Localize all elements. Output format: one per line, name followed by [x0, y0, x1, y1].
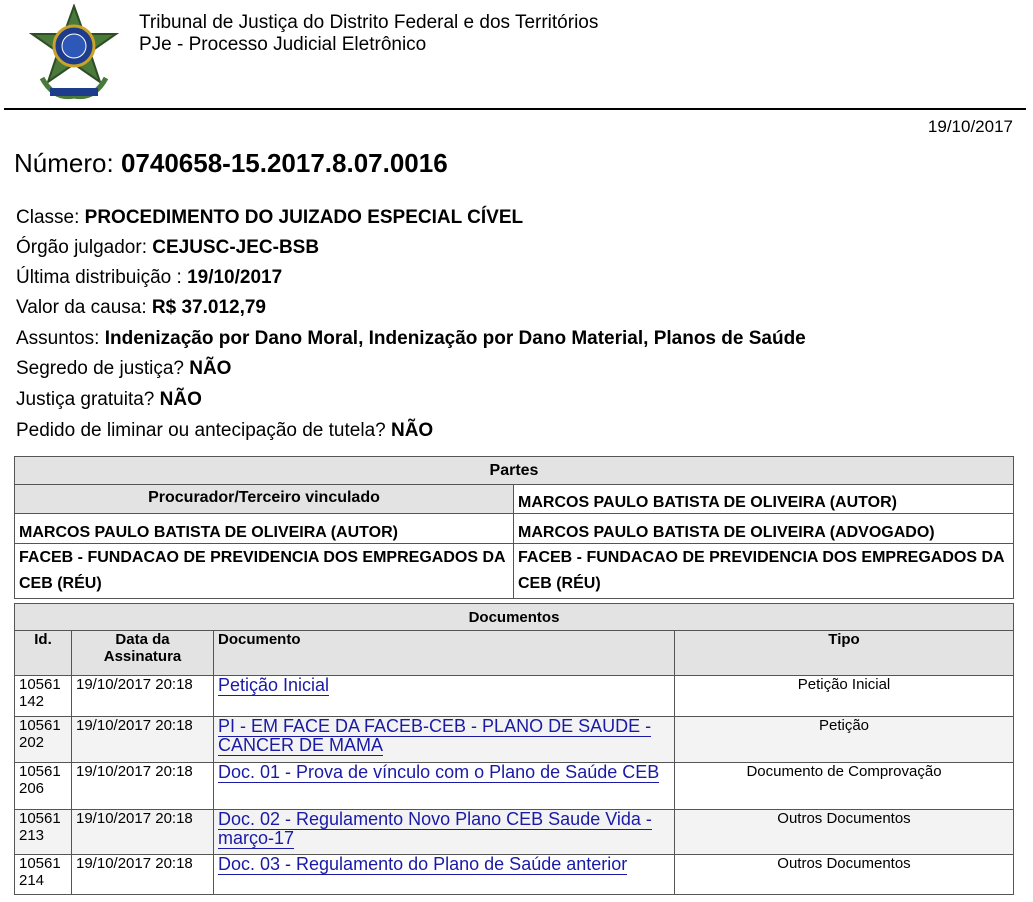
orgao-value: CEJUSC-JEC-BSB	[152, 237, 320, 258]
doc-id: 10561 214	[15, 855, 72, 895]
doc-data: 19/10/2017 20:18	[72, 855, 214, 895]
partes-col-header: Procurador/Terceiro vinculado	[15, 485, 514, 514]
doc-tipo: Documento de Comprovação	[675, 763, 1014, 810]
doc-id: 10561 213	[15, 810, 72, 855]
numero-label: Número:	[14, 148, 114, 178]
col-tipo: Tipo	[675, 631, 1014, 676]
process-number	[14, 148, 448, 179]
field-valor	[16, 297, 266, 319]
gratuita-label: Justiça gratuita?	[16, 389, 155, 410]
partes-row-right: FACEB - FUNDACAO DE PREVIDENCIA DOS EMPREGADOS DA CEB (RÉU)	[514, 544, 1014, 599]
classe-value: PROCEDIMENTO DO JUIZADO ESPECIAL CÍVEL	[84, 207, 524, 228]
partes-header-right: MARCOS PAULO BATISTA DE OLIVEIRA (AUTOR)	[514, 485, 1014, 514]
col-data: Data da Assinatura	[72, 631, 214, 676]
field-liminar	[16, 420, 433, 442]
field-orgao	[16, 237, 319, 259]
doc-tipo: Outros Documentos	[675, 810, 1014, 855]
segredo-value: NÃO	[189, 358, 232, 379]
doc-id: 10561 206	[15, 763, 72, 810]
valor-value: R$ 37.012,79	[151, 297, 266, 318]
col-documento: Documento	[214, 631, 675, 676]
field-classe	[16, 207, 523, 229]
document-link[interactable]: Petição Inicial	[218, 675, 330, 695]
brasao-emblem-icon	[26, 4, 122, 104]
doc-data: 19/10/2017 20:18	[72, 810, 214, 855]
table-row	[15, 763, 1014, 810]
doc-tipo: Petição Inicial	[675, 676, 1014, 717]
doc-data: 19/10/2017 20:18	[72, 717, 214, 763]
table-row	[15, 810, 1014, 855]
distribuicao-value: 19/10/2017	[187, 267, 283, 288]
documentos-table	[14, 603, 1014, 895]
document-date: 19/10/2017	[927, 117, 1013, 136]
document-link[interactable]: PI - EM FACE DA FACEB-CEB - PLANO DE SAUDE - CANCER DE MAMA	[218, 716, 652, 755]
table-row	[15, 855, 1014, 895]
header	[0, 0, 1033, 110]
doc-data: 19/10/2017 20:18	[72, 763, 214, 810]
document-link[interactable]: Doc. 03 - Regulamento do Plano de Saúde anterior	[218, 854, 628, 874]
system-name: PJe - Processo Judicial Eletrônico	[139, 34, 427, 55]
distribuicao-label: Última distribuição :	[16, 267, 182, 288]
liminar-value: NÃO	[390, 420, 434, 441]
field-segredo	[16, 358, 231, 380]
valor-label: Valor da causa:	[16, 297, 147, 318]
header-divider	[4, 108, 1026, 110]
numero-value: 0740658-15.2017.8.07.0016	[120, 148, 448, 178]
doc-tipo: Petição	[675, 717, 1014, 763]
document-link[interactable]: Doc. 01 - Prova de vínculo com o Plano de Saúde CEB	[218, 762, 660, 782]
field-gratuita	[16, 389, 202, 411]
doc-data: 19/10/2017 20:18	[72, 676, 214, 717]
partes-title: Partes	[15, 457, 1014, 485]
documentos-title: Documentos	[15, 604, 1014, 631]
liminar-label: Pedido de liminar ou antecipação de tutela?	[16, 420, 386, 441]
doc-id: 10561 142	[15, 676, 72, 717]
assuntos-label: Assuntos:	[16, 328, 100, 349]
partes-row-left: FACEB - FUNDACAO DE PREVIDENCIA DOS EMPREGADOS DA CEB (RÉU)	[15, 544, 514, 599]
assuntos-value: Indenização por Dano Moral, Indenização por Dano Material, Planos de Saúde	[104, 328, 806, 349]
partes-row-right: MARCOS PAULO BATISTA DE OLIVEIRA (ADVOGADO)	[514, 514, 1014, 544]
orgao-label: Órgão julgador:	[16, 237, 147, 258]
partes-table	[14, 456, 1014, 599]
court-name: Tribunal de Justiça do Distrito Federal e dos Territórios	[139, 12, 599, 33]
gratuita-value: NÃO	[159, 389, 202, 410]
classe-label: Classe:	[16, 207, 80, 228]
table-row	[15, 676, 1014, 717]
segredo-label: Segredo de justiça?	[16, 358, 184, 379]
doc-id: 10561 202	[15, 717, 72, 763]
doc-tipo: Outros Documentos	[675, 855, 1014, 895]
table-row	[15, 717, 1014, 763]
col-id: Id.	[15, 631, 72, 676]
field-assuntos	[16, 328, 806, 350]
partes-row-left: MARCOS PAULO BATISTA DE OLIVEIRA (AUTOR)	[15, 514, 514, 544]
field-distribuicao	[16, 267, 282, 289]
document-link[interactable]: Doc. 02 - Regulamento Novo Plano CEB Saude Vida - março-17	[218, 809, 652, 848]
